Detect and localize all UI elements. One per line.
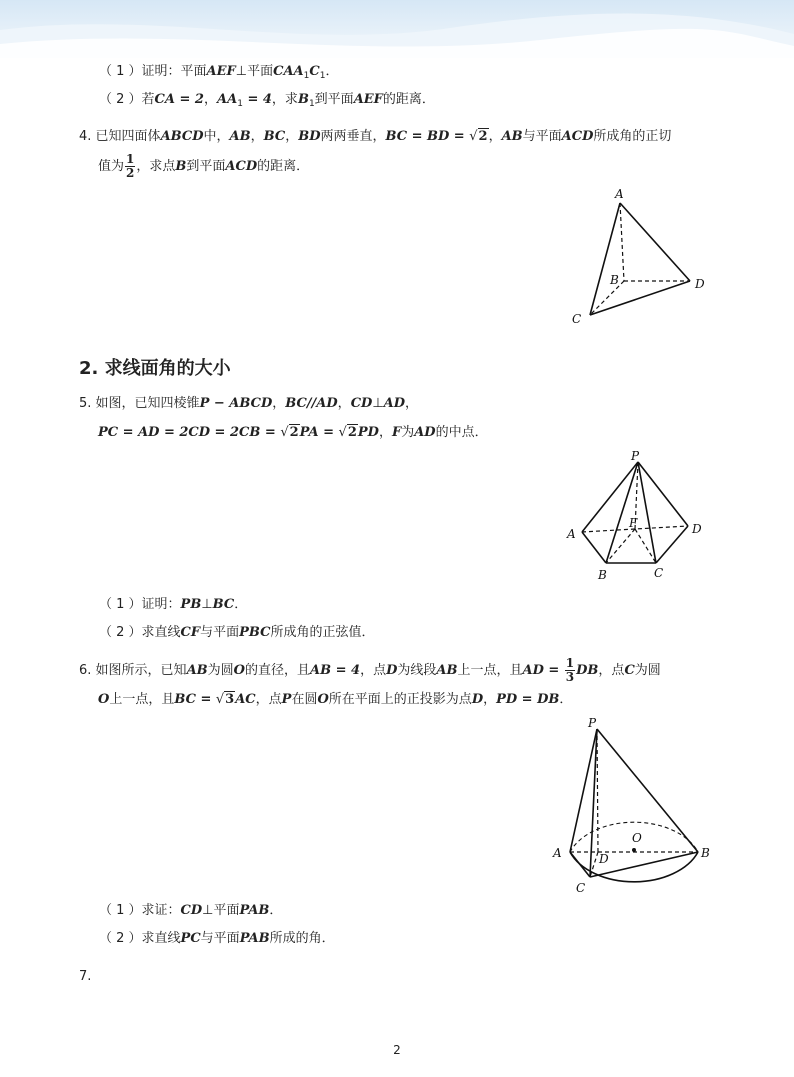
q6-line2: O上一点，且BC = √3AC，点P在圆O所在平面上的正投影为点D，PD = DB． — [98, 692, 573, 707]
q4-line2: 值为 $\frac{1}{2}$ ，求点B到平面ACD的距离． — [98, 152, 310, 180]
q6-label-P: P — [588, 716, 597, 730]
q5-label-C: C — [654, 566, 664, 580]
q6-subquestion-1: （ 1 ）求证：CD⊥平面PAB． — [99, 903, 283, 918]
subquestion-1-prev: （ 1 ）证明：平面AEF⊥平面$CAA_1C_1$． — [99, 64, 339, 81]
q4-line1: 4. 已知四面体ABCD中，AB，BC，BD两两垂直，BC = BD = √2，AB与平面ACD所成角的正切 — [79, 129, 672, 144]
q6-line1: 6. 如图所示，已知AB为圆O的直径，且AB = 4，点D为线段AB上一点，且AD = $\frac{1}{3}$ DB，点C为圆 — [79, 656, 661, 684]
q4-tetrahedron-figure — [560, 185, 720, 330]
page-number: 2 — [393, 1043, 401, 1057]
subquestion-2-prev: （ 2 ）若CA = 2，$AA_1 = 4$，求$B_1$到平面AEF的距离． — [99, 92, 435, 109]
q5-label-P: P — [631, 449, 640, 463]
q5-pyramid-figure — [562, 450, 722, 585]
q6-number: 6. — [79, 663, 92, 678]
q4-fraction: $\frac{1}{2}$ — [126, 152, 135, 180]
q5-label-F: F — [629, 516, 638, 530]
q6-subquestion-2: （ 2 ）求直线PC与平面PAB所成的角． — [99, 931, 335, 946]
q4-number: 4. — [79, 129, 92, 144]
q5-line1: 5. 如图，已知四棱锥P − ABCD，BC//AD，CD⊥AD， — [79, 396, 419, 411]
q5-label-D: D — [692, 522, 702, 536]
q4-label-A: A — [615, 187, 624, 201]
q4-label-C: C — [572, 312, 582, 326]
q6-label-O: O — [632, 831, 642, 845]
q5-line2: PC = AD = 2CD = 2CB = √2PA = √2PD，F为AD的中点． — [98, 425, 488, 440]
header-wave-band — [0, 0, 794, 58]
q6-label-C: C — [576, 881, 586, 895]
q5-subquestion-2: （ 2 ）求直线CF与平面PBC所成角的正弦值． — [99, 625, 375, 640]
section-2-heading: 2. 求线面角的大小 — [79, 358, 231, 379]
q6-label-A: A — [553, 846, 562, 860]
q4-label-D: D — [695, 277, 705, 291]
q5-label-B: B — [598, 568, 607, 582]
q6-cone-figure — [548, 715, 718, 900]
q5-subquestion-1: （ 1 ）证明：PB⊥BC． — [99, 597, 248, 612]
q7-number: 7. — [79, 969, 92, 984]
q6-label-D: D — [599, 852, 609, 866]
q5-label-A: A — [567, 527, 576, 541]
q5-number: 5. — [79, 396, 92, 411]
q4-label-B: B — [610, 273, 619, 287]
q6-label-B: B — [701, 846, 710, 860]
q6-fraction: $\frac{1}{3}$ — [565, 656, 575, 684]
